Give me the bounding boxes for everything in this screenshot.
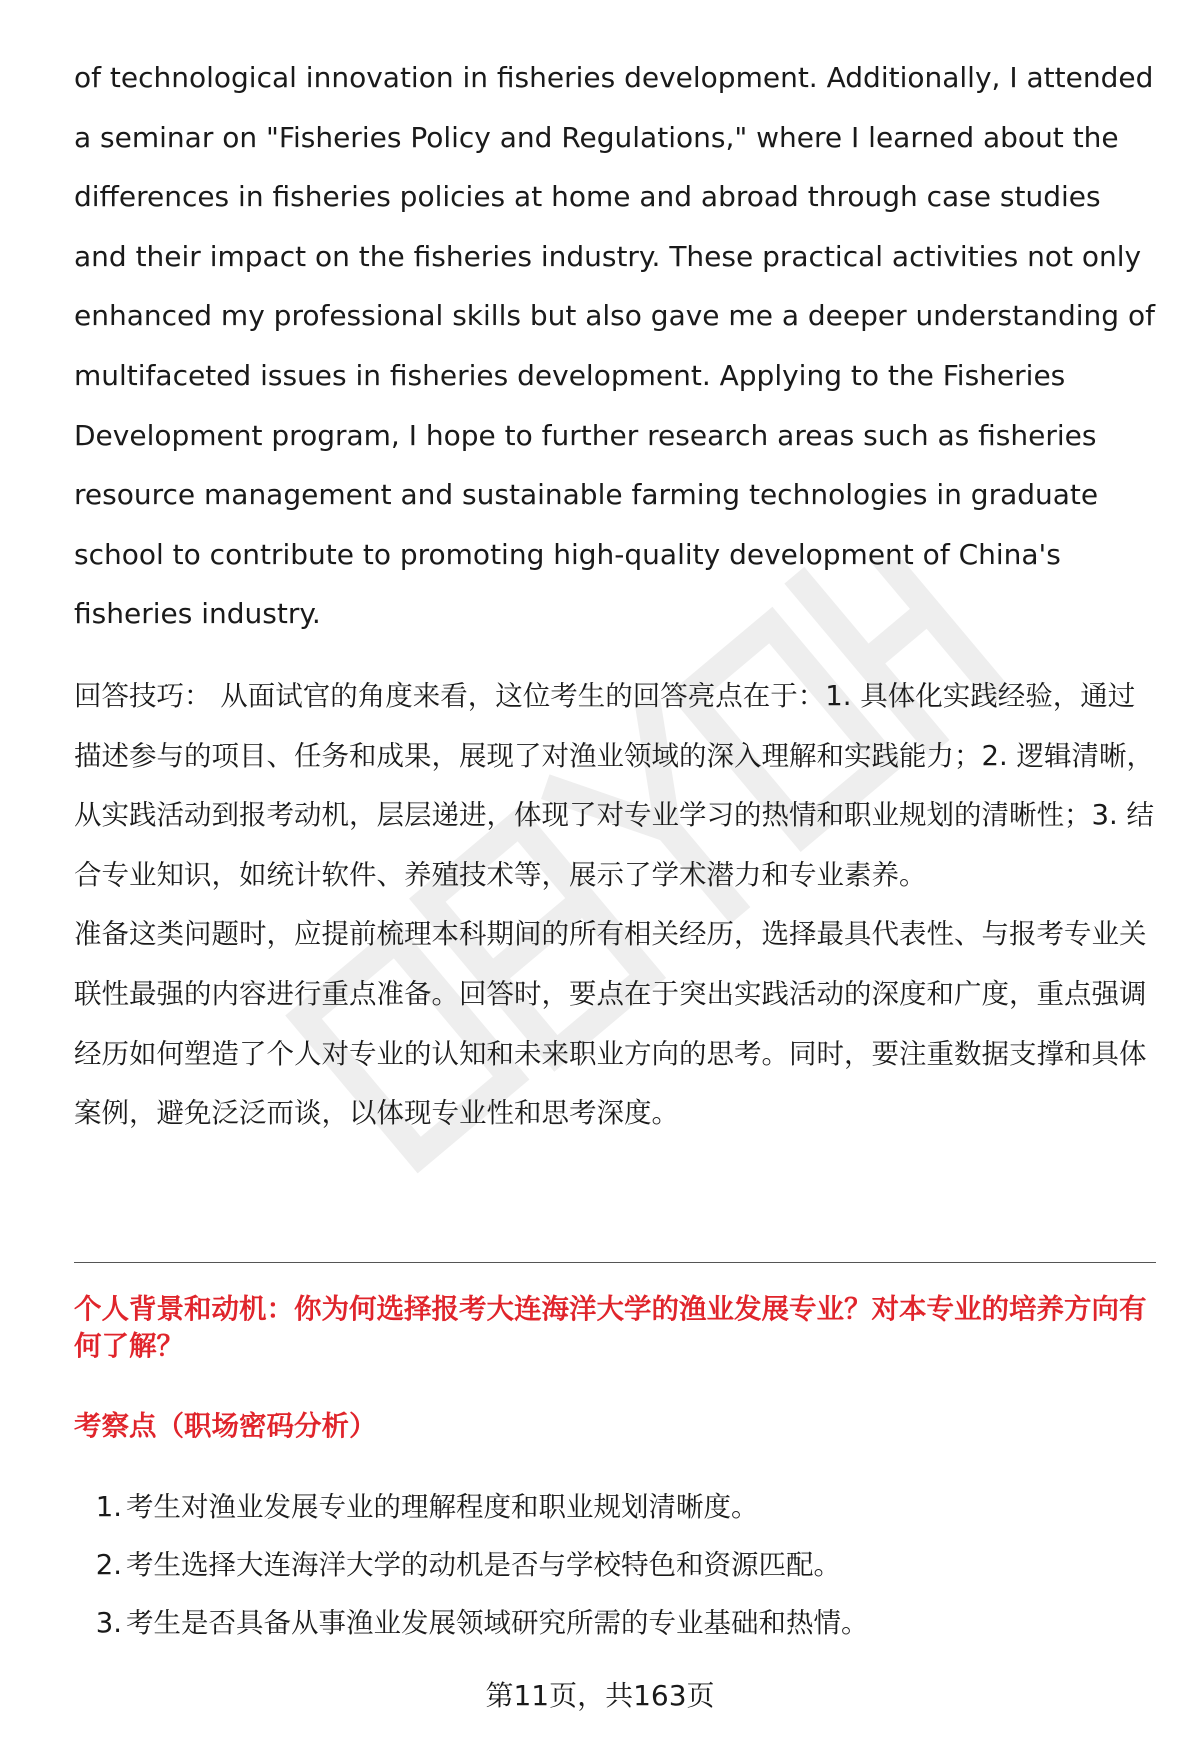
list-item: [74, 1536, 1159, 1594]
list-item: [74, 1478, 1159, 1536]
list-item: [74, 1594, 1159, 1652]
preparation-advice-paragraph: 准备这类问题时，应提前梳理本科期间的所有相关经历，选择最具代表性、与报考专业关联性最强的内容进行重点准备。回答时，要点在于突出实践活动的深度和广度，重点强调经历如何塑造了个人对专业的认知和未来职业方向的思考。同时，要注重数据支撑和具体案例，避免泛泛而谈，以体现专业性和思考深度。: [74, 918, 1147, 1130]
page-number: 第11页，共163页: [485, 1679, 715, 1712]
section-divider: [74, 1262, 1156, 1263]
assessment-points-list: [74, 1478, 1159, 1652]
list-item-number: 2.: [95, 1549, 122, 1581]
list-item-text: 考生是否具备从事渔业发展领域研究所需的专业基础和热情。: [126, 1607, 869, 1639]
assessment-points-heading: 考察点（职场密码分析）: [74, 1410, 377, 1442]
answer-tips-paragraph: 回答技巧： 从面试官的角度来看，这位考生的回答亮点在于：1. 具体化实践经验，通过描述参与的项目、任务和成果，展现了对渔业领域的深入理解和实践能力；2. 逻辑清晰，从实践活动到报考动机，层层递进，体现了对专业学习的热情和职业规划的清晰性；3. 结合专业知识，如统计软件、养殖技术等，展示了学术潜力和专业素养。: [74, 679, 1154, 891]
list-item-text: 考生选择大连海洋大学的动机是否与学校特色和资源匹配。: [126, 1549, 841, 1581]
list-item-text: 考生对渔业发展专业的理解程度和职业规划清晰度。: [126, 1491, 759, 1523]
answer-english-paragraph: of technological innovation in fisheries development. Additionally, I attended a seminar on "Fisheries Policy and Regulations," where I learned about the differences in fisheries policies at home and abroad through case studies and their impact on the fisheries industry. These practical activities not only enhanced my professional skills but also gave me a deeper understanding of multifaceted issues in fisheries development. Applying to the Fisheries Development program, I hope to further research areas such as fisheries resource management and sustainable farming technologies in graduate school to contribute to promoting high-quality development of China's fisheries industry.: [74, 61, 1155, 631]
document-body: [74, 48, 1159, 1144]
list-item-number: 3.: [95, 1607, 122, 1639]
question-title: 个人背景和动机：你为何选择报考大连海洋大学的渔业发展专业？对本专业的培养方向有何了解？: [74, 1293, 1147, 1362]
list-item-number: 1.: [95, 1491, 122, 1523]
